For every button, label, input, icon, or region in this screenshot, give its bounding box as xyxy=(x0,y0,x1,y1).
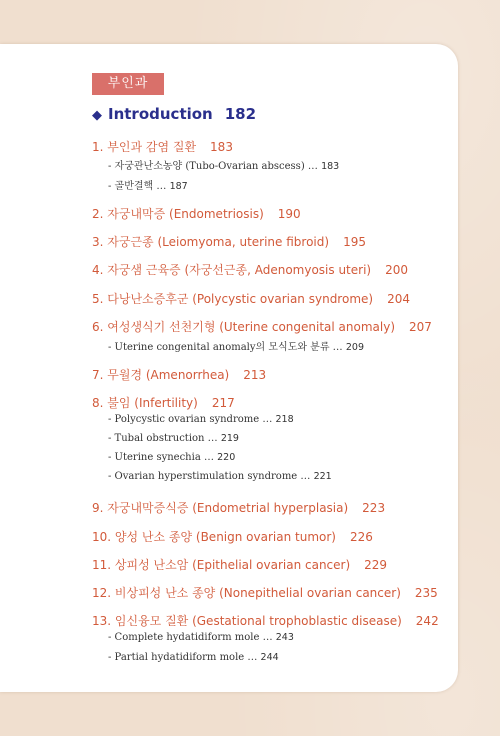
entry-label: 12. 비상피성 난소 종양 (Nonepithelial ovarian cancer) xyxy=(92,586,401,600)
entry-label: 9. 자궁내막증식증 (Endometrial hyperplasia) xyxy=(92,501,349,515)
sub-label: - Tubal obstruction … xyxy=(108,433,221,444)
sub-label: - Ovarian hyperstimulation syndrome … xyxy=(108,471,314,482)
entry-label: 5. 다낭난소증후군 (Polycystic ovarian syndrome) xyxy=(92,292,374,306)
entry-label: 1. 부인과 감염 질환 xyxy=(92,140,197,154)
entry-label: 10. 양성 난소 종양 (Benign ovarian tumor) xyxy=(92,530,336,544)
intro-page: 182 xyxy=(224,105,257,123)
sub-page: 218 xyxy=(275,414,294,425)
toc-sub-entry[interactable] xyxy=(108,157,339,172)
entry-label: 2. 자궁내막증 (Endometriosis) xyxy=(92,207,264,221)
entry-page: 213 xyxy=(243,368,267,382)
entry-label: 13. 임신융모 질환 (Gestational trophoblastic disease) xyxy=(92,614,402,628)
intro-title: Introduction xyxy=(108,105,213,123)
sub-label: - Partial hydatidiform mole … xyxy=(108,652,261,663)
entry-page: 195 xyxy=(343,235,366,249)
toc-entry-9[interactable] xyxy=(92,499,385,516)
toc-entry-7[interactable] xyxy=(92,366,266,383)
intro-entry[interactable] xyxy=(92,105,256,123)
toc-entry-12[interactable] xyxy=(92,584,438,601)
toc-entry-4[interactable] xyxy=(92,261,408,278)
toc-entry-1[interactable] xyxy=(92,138,233,155)
entry-page: 229 xyxy=(364,558,388,572)
toc-entry-10[interactable] xyxy=(92,528,373,545)
toc-entry-2[interactable] xyxy=(92,205,301,222)
sub-page: 220 xyxy=(217,452,236,463)
entry-page: 204 xyxy=(387,292,410,306)
entry-label: 3. 자궁근종 (Leiomyoma, uterine fibroid) xyxy=(92,235,330,249)
entry-page: 183 xyxy=(210,140,233,154)
entry-page: 235 xyxy=(414,586,438,600)
toc-entry-3[interactable] xyxy=(92,233,366,250)
diamond-icon: ◆ xyxy=(92,108,102,123)
entry-label: 7. 무월경 (Amenorrhea) xyxy=(92,368,230,382)
entry-label: 4. 자궁샘 근육증 (자궁선근종, Adenomyosis uteri) xyxy=(92,263,372,277)
sub-label: - Uterine synechia … xyxy=(108,452,218,463)
sub-page: 209 xyxy=(345,342,365,353)
sub-label: - Uterine congenital anomaly의 모식도와 분류 … xyxy=(108,342,346,353)
entry-page: 226 xyxy=(349,530,373,544)
entry-page: 217 xyxy=(211,396,235,410)
sub-page: 221 xyxy=(313,471,332,482)
sub-label: - 골반결핵 … xyxy=(108,181,170,192)
section-label: 부인과 xyxy=(92,73,164,95)
sub-label: - Polycystic ovarian syndrome … xyxy=(108,414,276,425)
sub-page: 183 xyxy=(321,161,340,172)
sub-label: - 자궁관난소농양 (Tubo-Ovarian abscess) … xyxy=(108,161,322,172)
entry-page: 207 xyxy=(409,320,432,334)
sub-page: 243 xyxy=(275,632,294,643)
entry-page: 190 xyxy=(277,207,301,221)
toc-sub-entry[interactable] xyxy=(108,338,364,353)
entry-label: 6. 여성생식기 선천기형 (Uterine congenital anomaly) xyxy=(92,320,395,334)
toc-entry-11[interactable] xyxy=(92,556,387,573)
toc-entry-5[interactable] xyxy=(92,290,410,307)
sub-page: 244 xyxy=(260,652,279,663)
toc-entry-13[interactable] xyxy=(92,612,439,629)
entry-page: 242 xyxy=(415,614,439,628)
toc-sub-entry[interactable] xyxy=(108,632,294,643)
toc-entry-8[interactable] xyxy=(92,394,235,411)
entry-label: 11. 상피성 난소암 (Epithelial ovarian cancer) xyxy=(92,558,351,572)
toc-entry-6[interactable] xyxy=(92,318,432,335)
toc-sub-entry[interactable] xyxy=(108,471,332,482)
toc-sub-entry[interactable] xyxy=(108,414,294,425)
sub-label: - Complete hydatidiform mole … xyxy=(108,632,276,643)
entry-page: 223 xyxy=(362,501,386,515)
toc-sub-entry[interactable] xyxy=(108,433,239,444)
toc-sub-entry[interactable] xyxy=(108,177,188,192)
toc-sub-entry[interactable] xyxy=(108,452,235,463)
entry-page: 200 xyxy=(385,263,408,277)
toc-sub-entry[interactable] xyxy=(108,652,279,663)
entry-label: 8. 불임 (Infertility) xyxy=(92,396,198,410)
sub-page: 219 xyxy=(220,433,239,444)
sub-page: 187 xyxy=(169,181,188,192)
